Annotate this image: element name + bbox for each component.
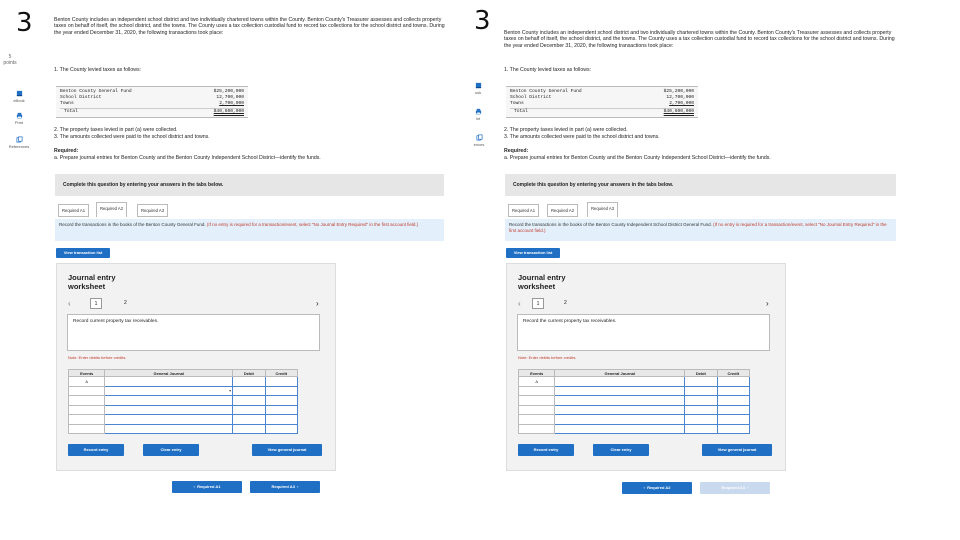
event-cell [519,415,555,425]
prev-tab-button[interactable]: ‹ Required A2 [622,482,692,494]
clear-entry-button[interactable]: Clear entry [593,444,649,456]
references-icon [476,134,483,141]
tax-levy-table [506,86,698,118]
event-cell [519,424,555,434]
worksheet-title: Journal entry worksheet [68,273,116,291]
account-select[interactable] [105,386,233,396]
worksheet-title: Journal entry worksheet [518,273,566,291]
table-row [69,415,298,425]
prev-tab-button[interactable]: ‹ Required A1 [172,481,242,493]
account-select[interactable] [105,396,233,406]
references-icon [16,136,23,143]
chevron-left-icon[interactable]: ‹ [68,299,71,308]
ebook-label: eBook [13,98,25,103]
debit-input[interactable] [685,405,717,415]
table-row [519,377,750,387]
account-select[interactable] [555,386,685,396]
chevron-right-icon[interactable]: › [316,299,319,308]
dropdown-arrow-icon[interactable]: ▾ [229,387,232,393]
next-tab-button-disabled: Required A3 › [700,482,770,494]
tax-row: Towns 2,700,000 [60,101,244,106]
account-select[interactable] [555,424,685,434]
col-credit: Credit [265,370,297,377]
print-label: int [475,116,481,121]
account-select[interactable] [105,424,233,434]
book-icon [16,90,23,97]
tab-required-a1[interactable]: Required A1 [508,204,539,217]
tax-total-row: Total $40,600,000 [60,108,244,115]
account-select[interactable] [105,405,233,415]
credit-input[interactable] [265,424,297,434]
account-select[interactable] [555,415,685,425]
event-cell [519,386,555,396]
journal-worksheet-panel [506,263,786,471]
points-label: points [3,60,17,66]
credit-input[interactable] [717,377,749,387]
credit-input[interactable] [265,415,297,425]
credit-input[interactable] [265,396,297,406]
table-row [69,377,298,387]
debit-input[interactable] [233,405,265,415]
next-tab-button[interactable]: Required A3 › [250,481,320,493]
tax-row: School District 12,700,000 [510,95,694,100]
journal-worksheet-panel [56,263,336,471]
page-1-button[interactable]: 1 [532,298,544,309]
debit-input[interactable] [233,377,265,387]
print-button[interactable] [4,112,34,125]
event-cell [69,386,105,396]
account-select[interactable] [555,377,685,387]
debit-input[interactable] [233,386,265,396]
table-row [519,386,750,396]
tax-row: Benton County General Fund $25,200,000 [510,89,694,94]
required-a: a. Prepare journal entries for Benton County and the Benton County Independent School District—identify the funds. [504,155,771,161]
question-number: 3 [474,6,491,36]
debit-input[interactable] [685,424,717,434]
table-row [519,424,750,434]
item-3: 3. The amounts collected were paid to the school district and towns. [504,134,660,140]
debit-input[interactable] [685,415,717,425]
event-cell [69,396,105,406]
instruction-note: (If no entry is required for a transaction/event, select "No Journal Entry Required" in the first account field.) [509,222,887,233]
required-label: Required: [504,148,529,154]
ebook-button[interactable] [4,90,34,103]
print-icon [16,112,23,119]
required-label: Required: [54,148,79,154]
credit-input[interactable] [717,424,749,434]
instruction-note: (If no entry is required for a transaction/event, select "No Journal Entry Required" in the first account field.) [206,222,419,227]
clear-entry-button[interactable]: Clear entry [143,444,199,456]
instructions-banner: Complete this question by entering your answers in the tabs below. [55,174,444,196]
debit-input[interactable] [685,386,717,396]
event-cell [519,405,555,415]
print-icon [475,108,482,115]
credit-input[interactable] [265,405,297,415]
record-entry-button[interactable]: Record entry [518,444,574,456]
tab-required-a3[interactable]: Required A3 [587,202,618,217]
col-general-journal: General Journal [555,370,685,377]
transaction-description: Record current property tax receivables. [67,314,320,351]
table-row [519,396,750,406]
col-debit: Debit [233,370,265,377]
journal-entry-table [68,369,298,434]
points-indicator [2,54,18,66]
table-row [69,386,298,396]
instruction-main: Record the transactions in the books of the Benton County Independent School District General Fund. [509,222,712,227]
credit-input[interactable] [717,396,749,406]
table-row [69,396,298,406]
event-cell [519,396,555,406]
credit-input[interactable] [717,405,749,415]
item-2: 2. The property taxes levied in part (a) were collected. [504,127,628,133]
tax-row: Towns 2,700,000 [510,101,694,106]
tab-required-a1[interactable]: Required A1 [58,204,89,217]
event-cell: A [69,377,105,387]
problem-intro: Benton County includes an independent school district and two individually chartered towns within the County. Benton County's Treasurer assesses and collects property taxes on behalf of itself, the school district, and the towns. The County uses a tax collection custodial fund to record tax collections for the school district and towns. During the year ended December 31, 2020, the following transactions took place: [54,17,445,36]
references-label: References [8,144,30,149]
tax-levy-table [56,86,248,118]
credit-input[interactable] [717,386,749,396]
table-row [69,405,298,415]
account-select[interactable] [555,396,685,406]
tax-total-row: Total $40,600,000 [510,108,694,115]
print-button[interactable] [472,108,484,121]
tab-instruction [505,219,896,241]
account-select[interactable] [555,405,685,415]
instructions-banner: Complete this question by entering your answers in the tabs below. [505,174,896,196]
debit-input[interactable] [685,377,717,387]
col-debit: Debit [685,370,717,377]
debit-input[interactable] [685,396,717,406]
debit-credit-note: Note: Enter debits before credits. [68,355,127,360]
event-cell [69,415,105,425]
debit-input[interactable] [233,396,265,406]
debit-input[interactable] [233,424,265,434]
debit-credit-note: Note: Enter debits before credits. [518,355,577,360]
book-icon [475,82,482,89]
page-2-button[interactable]: 2 [564,300,567,306]
credit-input[interactable] [265,386,297,396]
tab-required-a2[interactable]: Required A2 [547,204,578,217]
event-cell [69,405,105,415]
question-number: 3 [16,8,33,38]
event-cell [69,424,105,434]
col-events: Events [519,370,555,377]
item-1: 1. The County levied taxes as follows: [54,67,141,73]
references-button[interactable] [4,136,34,149]
account-select[interactable] [105,415,233,425]
table-row [519,415,750,425]
instruction-main: Record the transactions in the books of the Benton County General Fund. [59,222,206,227]
tax-row: Benton County General Fund $25,200,000 [60,89,244,94]
transaction-description: Record the current property tax receivables. [517,314,770,351]
col-general-journal: General Journal [105,370,233,377]
table-row [69,424,298,434]
item-1: 1. The County levied taxes as follows: [504,67,591,73]
required-a: a. Prepare journal entries for Benton County and the Benton County Independent School District—identify the funds. [54,155,321,161]
view-general-journal-button[interactable]: View general journal [252,444,322,456]
view-transaction-list-button[interactable]: View transaction list [56,248,110,258]
chevron-right-icon[interactable]: › [766,299,769,308]
page-2-button[interactable]: 2 [124,300,127,306]
account-select[interactable] [105,377,233,387]
tax-row: School District 12,700,000 [60,95,244,100]
credit-input[interactable] [265,377,297,387]
journal-entry-table [518,369,750,434]
tab-required-a3[interactable]: Required A3 [137,204,168,217]
credit-input[interactable] [717,415,749,425]
points-value: 5 [8,54,12,60]
view-general-journal-button[interactable]: View general journal [702,444,772,456]
tab-instruction [55,219,444,241]
record-entry-button[interactable]: Record entry [68,444,124,456]
item-3: 3. The amounts collected were paid to the school district and towns. [54,134,210,140]
chevron-left-icon[interactable]: ‹ [518,299,521,308]
problem-intro: Benton County includes an independent school district and two individually chartered towns within the County. Benton County's Treasurer assesses and collects property taxes on behalf of itself, the school district, and the towns. The County uses a tax collection custodial fund to record tax collections for the school district and towns. During the year ended December 31, 2020, the following transactions took place: [504,30,895,49]
ebook-button[interactable] [472,82,484,95]
print-label: Print [14,120,24,125]
ebook-label: ook [474,90,482,95]
table-row [519,405,750,415]
col-credit: Credit [717,370,749,377]
tab-required-a2[interactable]: Required A2 [96,202,127,217]
references-button[interactable] [472,134,486,147]
references-label: ences [473,142,485,147]
event-cell: A [519,377,555,387]
item-2: 2. The property taxes levied in part (a) were collected. [54,127,178,133]
debit-input[interactable] [233,415,265,425]
col-events: Events [69,370,105,377]
view-transaction-list-button[interactable]: View transaction list [506,248,560,258]
page-1-button[interactable]: 1 [90,298,102,309]
